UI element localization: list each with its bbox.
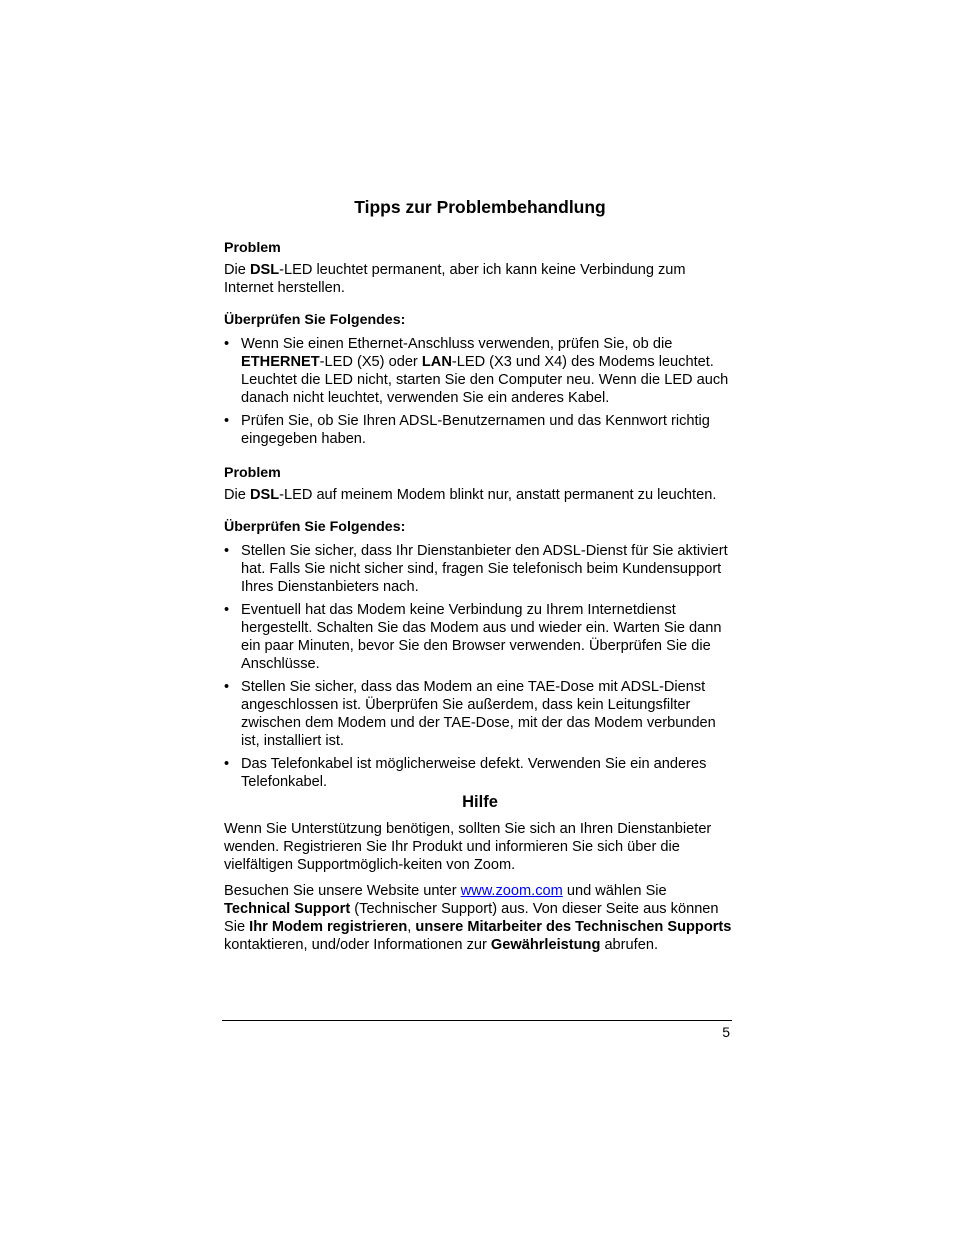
problem-text-post: -LED auf meinem Modem blinkt nur, anstatt permanent zu leuchten. [279,487,717,503]
check-list [224,542,736,791]
bullet-text: Stellen Sie sicher, dass Ihr Dienstanbieter den ADSL-Dienst für Sie aktiviert hat. Falls Sie nicht sicher sind, fragen Sie telefonisch beim Kundensupport Ihres Dienstanbieters nach. [241,543,728,595]
problem-heading: Problem [224,240,281,256]
page-content [224,193,736,954]
bullet-text: Eventuell hat das Modem keine Verbindung zu Ihrem Internetdienst hergestellt. Schalten Sie das Modem aus und wieder ein. Warten Sie dann ein paar Minuten, bevor Sie den Browser verwenden. Überprüfen Sie die Anschlüsse. [241,602,722,672]
problem-description [224,261,736,297]
bullet-icon: • [224,756,230,772]
website-link[interactable]: www.zoom.com [460,883,563,899]
technical-support-label: Technical Support [224,901,351,917]
lan-label: LAN [421,354,452,370]
list-item [224,542,736,596]
help-paragraph-2 [224,882,736,954]
help-text-comma: , [407,919,416,935]
warranty-label: Gewährleistung [490,937,601,953]
problem-text-pre: Die [224,487,250,503]
problem-heading: Problem [224,465,281,481]
check-list [224,335,736,448]
footer-rule [222,1020,732,1021]
help-text-after-link: und wählen Sie [562,883,667,899]
bullet-text-pre: Wenn Sie einen Ethernet-Anschluss verwenden, prüfen Sie, ob die [241,336,673,352]
bullet-icon: • [224,413,230,429]
list-item [224,755,736,791]
ethernet-label: ETHERNET [241,354,320,370]
problem-text-post: -LED leuchtet permanent, aber ich kann keine Verbindung zum Internet herstellen. [224,262,686,296]
help-text-mid-2: kontaktieren, und/oder Informationen zur [224,937,491,953]
bullet-text: Stellen Sie sicher, dass das Modem an eine TAE-Dose mit ADSL-Dienst angeschlossen ist. Überprüfen Sie außerdem, dass kein Leitungsfilter zwischen dem Modem und der TAE-Dose, mit der das Modem verbunden ist, installiert ist. [241,679,716,749]
bullet-text-post: -LED (X3 und X4) des Modems leuchtet. Leuchtet die LED nicht, starten Sie den Computer neu. Wenn die LED auch danach nicht leuchtet, verwenden Sie ein anderes Kabel. [241,354,729,406]
list-item [224,335,736,407]
support-staff-label: unsere Mitarbeiter des Technischen Supports [415,919,732,935]
problem-description [224,486,736,504]
check-heading: Überprüfen Sie Folgendes: [224,519,406,535]
bullet-icon: • [224,336,230,352]
problem-section-2 [224,464,736,791]
list-item [224,601,736,673]
problem-section-1 [224,239,736,448]
bullet-icon: • [224,679,230,695]
bullet-text: Prüfen Sie, ob Sie Ihren ADSL-Benutzernamen und das Kennwort richtig eingegeben haben. [241,413,710,447]
problem-text-pre: Die [224,262,250,278]
dsl-label: DSL [249,262,280,278]
page-number: 5 [722,1024,730,1040]
check-heading: Überprüfen Sie Folgendes: [224,312,406,328]
help-section [224,792,736,954]
list-item [224,678,736,750]
help-heading: Hilfe [462,793,498,811]
bullet-icon: • [224,543,230,559]
help-text-post: abrufen. [600,937,658,953]
help-text-mid-1: (Technischer Support) aus. Von dieser Seite aus können Sie [224,901,719,935]
help-text-pre: Besuchen Sie unsere Website unter [224,883,461,899]
help-paragraph-1: Wenn Sie Unterstützung benötigen, sollten Sie sich an Ihren Dienstanbieter wenden. Registrieren Sie Ihr Produkt und informieren Sie sich über die vielfältigen Supportmöglich-keiten von Zoom. [224,821,712,873]
bullet-text-mid: -LED (X5) oder [319,354,422,370]
list-item [224,412,736,448]
bullet-text: Das Telefonkabel ist möglicherweise defekt. Verwenden Sie ein anderes Telefonkabel. [241,756,707,790]
dsl-label: DSL [249,487,280,503]
bullet-icon: • [224,602,230,618]
page-title: Tipps zur Problembehandlung [354,197,606,217]
register-modem-label: Ihr Modem registrieren [249,919,408,935]
